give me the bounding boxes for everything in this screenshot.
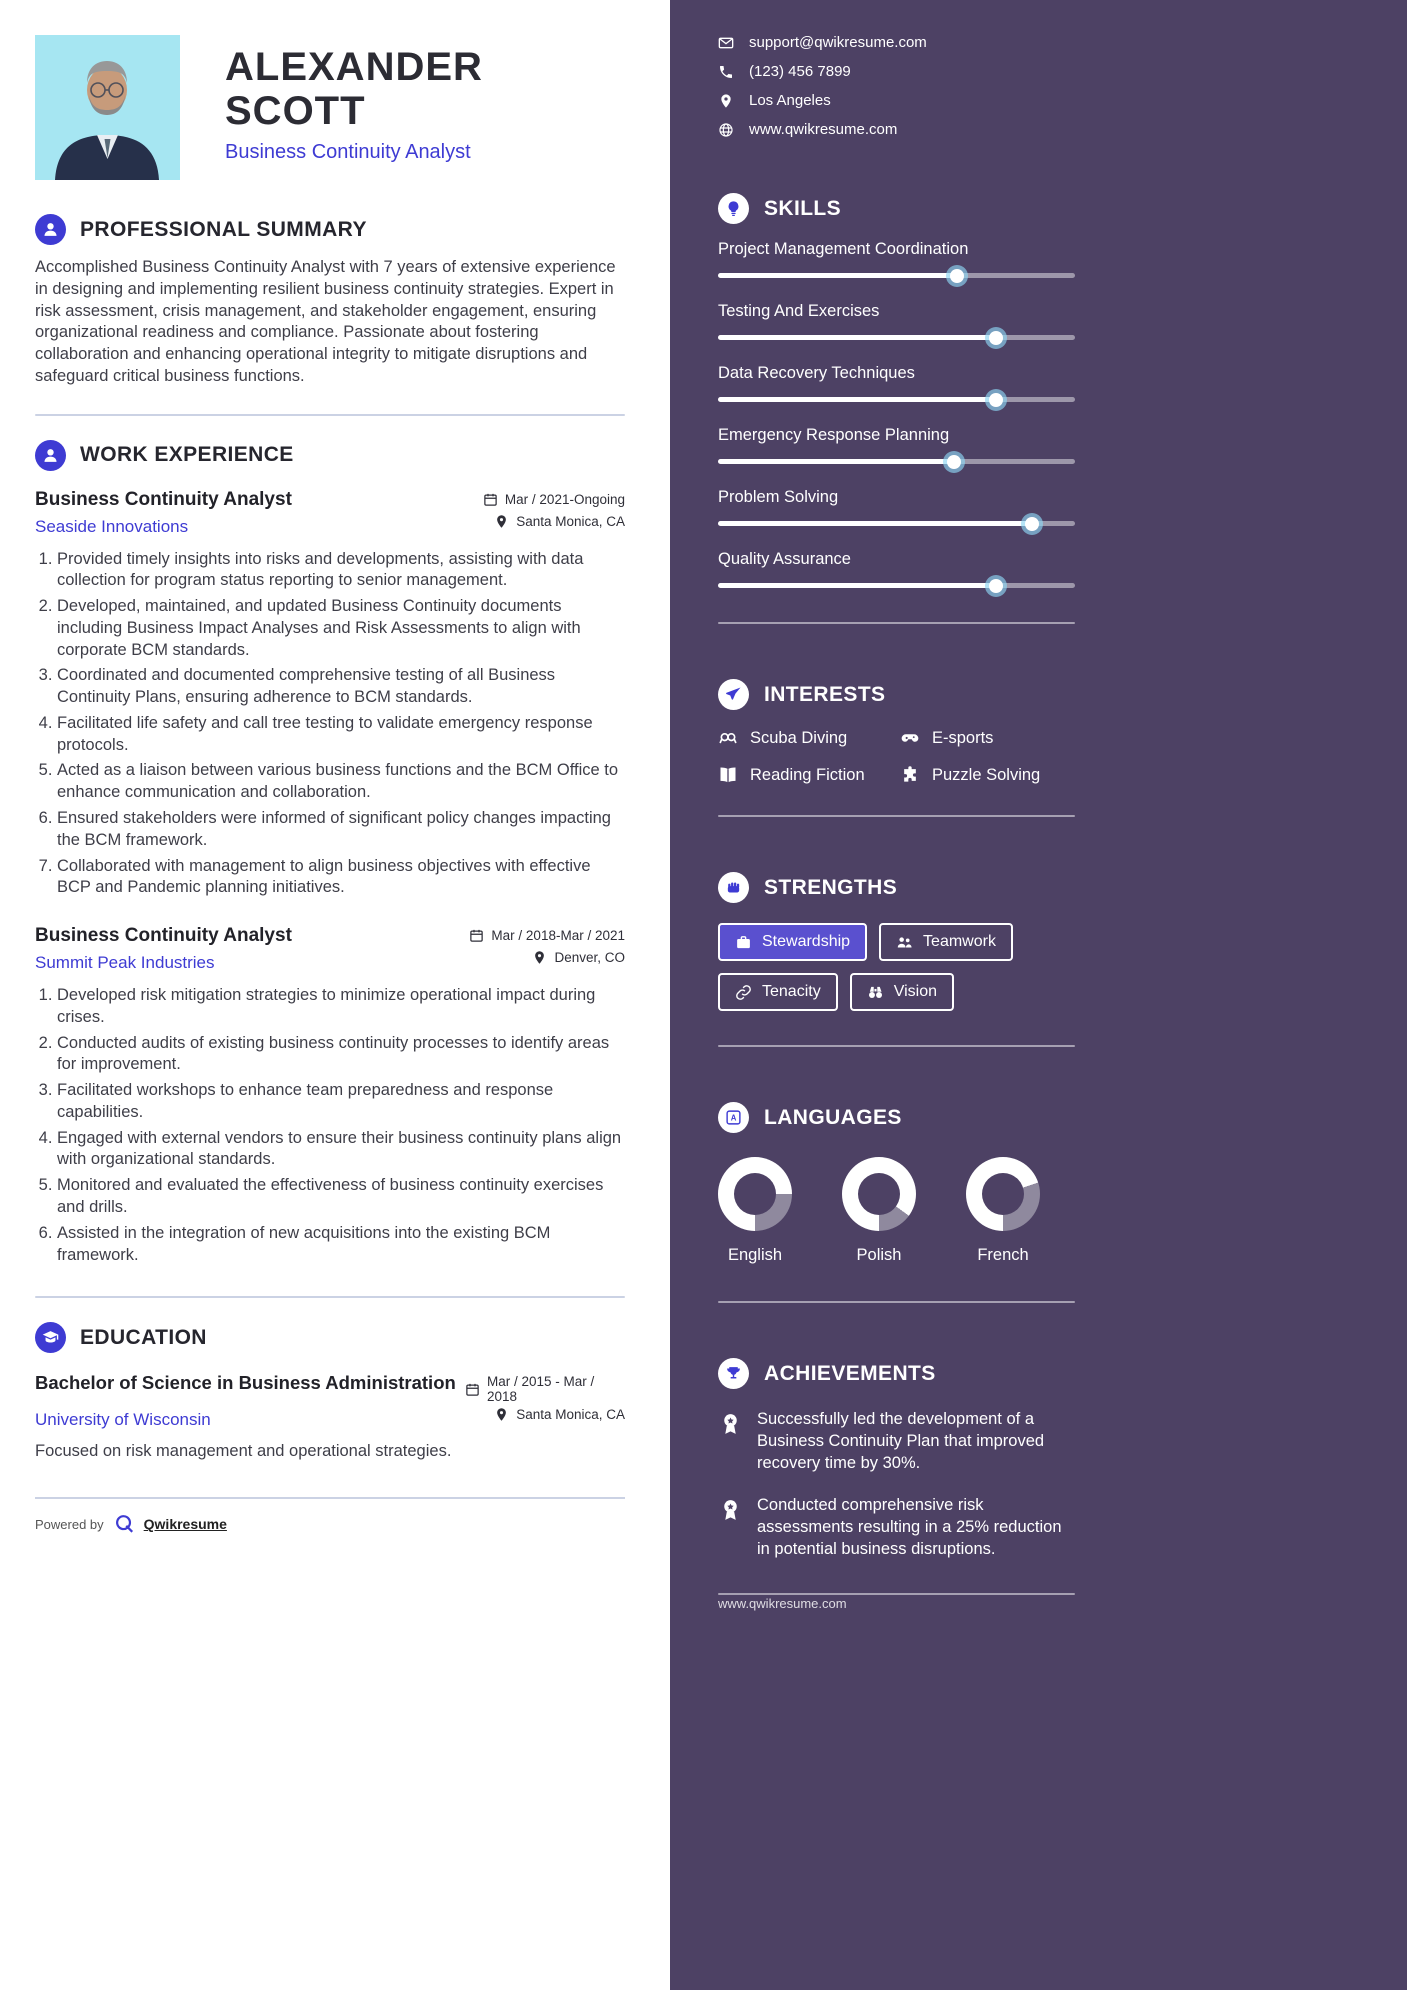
interest-item: E-sports — [900, 728, 1075, 748]
job-bullet: 3. Coordinated and documented comprehensive testing of all Business Continuity Plans, ensuring adherence to BCM standards. — [57, 665, 625, 709]
company-link[interactable]: Summit Peak Industries — [35, 953, 215, 973]
degree-title: Bachelor of Science in Business Administration — [35, 1372, 456, 1394]
location-pin-icon — [494, 514, 509, 529]
interest-item: Puzzle Solving — [900, 765, 1075, 785]
achievements-heading: ACHIEVEMENTS — [764, 1361, 936, 1385]
job-bullet-list — [35, 985, 625, 1266]
globe-icon — [718, 122, 734, 138]
job-bullet-list — [35, 549, 625, 899]
school-link[interactable]: University of Wisconsin — [35, 1410, 211, 1430]
award-icon — [718, 1411, 743, 1436]
skill-slider[interactable] — [718, 397, 1075, 402]
sidebar-divider — [718, 1593, 1075, 1595]
sidebar-content — [670, 0, 1075, 1613]
language-donut-chart — [718, 1157, 792, 1231]
skill-slider[interactable] — [718, 273, 1075, 278]
binoculars-icon — [867, 984, 884, 1001]
job-title-row — [35, 489, 625, 511]
skill-item: Project Management Coordination — [718, 240, 1075, 278]
language-donut-chart — [842, 1157, 916, 1231]
job-bullet: 2. Conducted audits of existing business continuity processes to identify areas for improvement. — [57, 1033, 625, 1077]
job-location: Denver, CO — [532, 950, 625, 965]
lightbulb-icon — [718, 193, 749, 224]
website-link[interactable]: www.qwikresume.com — [718, 1595, 847, 1611]
education-section-header — [35, 1322, 625, 1353]
section-divider — [35, 414, 625, 416]
calendar-icon — [465, 1382, 480, 1397]
interest-item: Reading Fiction — [718, 765, 900, 785]
contact-website[interactable]: www.qwikresume.com — [718, 121, 1075, 138]
skill-slider[interactable] — [718, 583, 1075, 588]
strength-chip-tenacity[interactable]: Tenacity — [718, 973, 838, 1011]
job-bullet: 6. Ensured stakeholders were informed of significant policy changes impacting the BCM framework. — [57, 808, 625, 852]
strength-chip-teamwork[interactable]: Teamwork — [879, 923, 1013, 961]
job-bullet: 7. Collaborated with management to align business objectives with effective BCP and Pandemic planning initiatives. — [57, 856, 625, 900]
calendar-icon — [469, 928, 484, 943]
job-title: Business Continuity Analyst — [35, 925, 292, 947]
skill-item: Emergency Response Planning — [718, 426, 1075, 464]
trophy-icon — [718, 1358, 749, 1389]
svg-text:A: A — [730, 1113, 737, 1123]
calendar-icon — [483, 492, 498, 507]
job-dates: Mar / 2021-Ongoing — [483, 492, 625, 507]
location-pin-icon — [718, 93, 734, 109]
name-block — [225, 35, 483, 180]
main-column — [0, 0, 670, 1990]
sidebar-divider — [718, 1045, 1075, 1047]
languages-list — [718, 1157, 1075, 1265]
sidebar — [670, 0, 1407, 1990]
slider-thumb[interactable] — [989, 331, 1003, 345]
worker-icon — [35, 440, 66, 471]
summary-heading: PROFESSIONAL SUMMARY — [80, 217, 367, 241]
link-icon — [735, 984, 752, 1001]
slider-thumb[interactable] — [1025, 517, 1039, 531]
job-title: Business Continuity Analyst — [35, 488, 292, 510]
footer — [35, 1513, 625, 1535]
language-icon — [718, 1102, 749, 1133]
strengths-heading: STRENGTHS — [764, 875, 898, 899]
professional-title: Business Continuity Analyst — [225, 141, 471, 163]
sidebar-divider — [718, 622, 1075, 624]
language-item: Polish — [842, 1157, 922, 1265]
interests-heading: INTERESTS — [764, 682, 886, 706]
job-bullet: 1. Provided timely insights into risks and developments, assisting with data collection for program status reporting to senior management. — [57, 549, 625, 593]
languages-section-header — [718, 1102, 1075, 1133]
sidebar-divider — [718, 1301, 1075, 1303]
book-icon — [718, 765, 738, 785]
education-title-row — [35, 1371, 625, 1404]
job-bullet: 4. Engaged with external vendors to ensure their business continuity plans align with organizational standards. — [57, 1128, 625, 1172]
briefcase-icon — [735, 934, 752, 951]
profile-photo — [35, 35, 180, 180]
education-note: Focused on risk management and operational strategies. — [35, 1442, 452, 1461]
skill-item: Data Recovery Techniques — [718, 364, 1075, 402]
graduation-cap-icon — [35, 1322, 66, 1353]
education-dates: Mar / 2015 - Mar / 2018 — [465, 1374, 625, 1404]
phone-icon — [718, 64, 734, 80]
skill-item: Testing And Exercises — [718, 302, 1075, 340]
location-pin-icon — [494, 1407, 509, 1422]
strength-chip-vision[interactable]: Vision — [850, 973, 954, 1011]
education-location: Santa Monica, CA — [494, 1407, 625, 1422]
envelope-icon — [718, 35, 734, 51]
summary-section-header — [35, 214, 625, 245]
contact-location: Los Angeles — [718, 92, 1075, 109]
education-entry — [35, 1371, 625, 1461]
fist-icon — [718, 872, 749, 903]
job-bullet: 1. Developed risk mitigation strategies to minimize operational impact during crises. — [57, 985, 625, 1029]
slider-thumb[interactable] — [989, 579, 1003, 593]
paper-plane-icon — [718, 679, 749, 710]
first-name: ALEXANDER — [225, 45, 483, 89]
scuba-mask-icon — [718, 728, 738, 748]
languages-heading: LANGUAGES — [764, 1105, 902, 1129]
header — [35, 35, 625, 180]
job-bullet: 4. Facilitated life safety and call tree testing to validate emergency response protocols. — [57, 713, 625, 757]
job-bullet: 2. Developed, maintained, and updated Business Continuity documents including Business Impact Analyses and Risk Assessments to align with corporate BCM standards. — [57, 596, 625, 661]
sidebar-divider — [718, 815, 1075, 817]
location-pin-icon — [532, 950, 547, 965]
job-bullet: 5. Acted as a liaison between various business functions and the BCM Office to enhance communication and collaboration. — [57, 760, 625, 804]
experience-section-header — [35, 440, 625, 471]
section-divider — [35, 1296, 625, 1298]
interests-list — [718, 728, 1075, 785]
job-entry — [35, 925, 625, 1266]
experience-heading: WORK EXPERIENCE — [80, 443, 294, 467]
person-icon — [35, 214, 66, 245]
job-entry — [35, 489, 625, 899]
slider-thumb[interactable] — [989, 393, 1003, 407]
contact-phone[interactable]: (123) 456 7899 — [718, 63, 1075, 80]
achievements-section-header — [718, 1358, 1075, 1389]
language-donut-chart — [966, 1157, 1040, 1231]
skill-slider[interactable] — [718, 521, 1075, 526]
game-controller-icon — [900, 728, 920, 748]
job-company-row — [35, 947, 625, 973]
last-name: SCOTT — [225, 89, 366, 133]
education-school-row — [35, 1404, 625, 1430]
achievement-item: Conducted comprehensive risk assessments resulting in a 25% reduction in potential business disruptions. — [718, 1495, 1075, 1561]
strength-chip-stewardship[interactable]: Stewardship — [718, 923, 867, 961]
slider-thumb[interactable] — [950, 269, 964, 283]
job-title-row — [35, 925, 625, 947]
interest-item: Scuba Diving — [718, 728, 900, 748]
achievement-item: Successfully led the development of a Business Continuity Plan that improved recovery time by 30%. — [718, 1409, 1075, 1475]
education-heading: EDUCATION — [80, 1325, 207, 1349]
company-link[interactable]: Seaside Innovations — [35, 516, 189, 536]
strengths-list — [718, 923, 1075, 1011]
skill-slider[interactable] — [718, 335, 1075, 340]
language-item: French — [966, 1157, 1046, 1265]
skill-item: Quality Assurance — [718, 550, 1075, 588]
job-bullet: 6. Assisted in the integration of new acquisitions into the existing BCM framework. — [57, 1223, 625, 1267]
job-location: Santa Monica, CA — [494, 514, 625, 529]
team-icon — [896, 934, 913, 951]
puzzle-icon — [900, 765, 920, 785]
qwikresume-logo-icon — [113, 1513, 135, 1535]
summary-text: Accomplished Business Continuity Analyst with 7 years of extensive experience in designing and implementing resilient business continuity strategies. Expert in risk assessment, crisis management, and stakeholder engagement, ensuring organizational readiness and compliance. Passionate about fostering collaboration and enhancing operational integrity to mitigate disruptions and safeguard critical business functions. — [35, 258, 616, 385]
slider-thumb[interactable] — [947, 455, 961, 469]
interests-section-header — [718, 679, 1075, 710]
language-item: English — [718, 1157, 798, 1265]
job-company-row — [35, 511, 625, 537]
job-dates: Mar / 2018-Mar / 2021 — [469, 928, 625, 943]
skills-section-header — [718, 193, 1075, 224]
job-bullet: 5. Monitored and evaluated the effectiveness of business continuity exercises and drills. — [57, 1175, 625, 1219]
strengths-section-header — [718, 872, 1075, 903]
avatar — [35, 35, 180, 180]
skills-heading: SKILLS — [764, 196, 842, 220]
award-icon — [718, 1497, 743, 1522]
footer-divider — [35, 1497, 625, 1499]
contact-email[interactable]: support@qwikresume.com — [718, 34, 1075, 51]
skill-slider[interactable] — [718, 459, 1075, 464]
skill-item: Problem Solving — [718, 488, 1075, 526]
powered-by-label: Powered by — [35, 1516, 104, 1532]
qwikresume-link[interactable]: Qwikresume — [143, 1516, 227, 1533]
job-bullet: 3. Facilitated workshops to enhance team preparedness and response capabilities. — [57, 1080, 625, 1124]
